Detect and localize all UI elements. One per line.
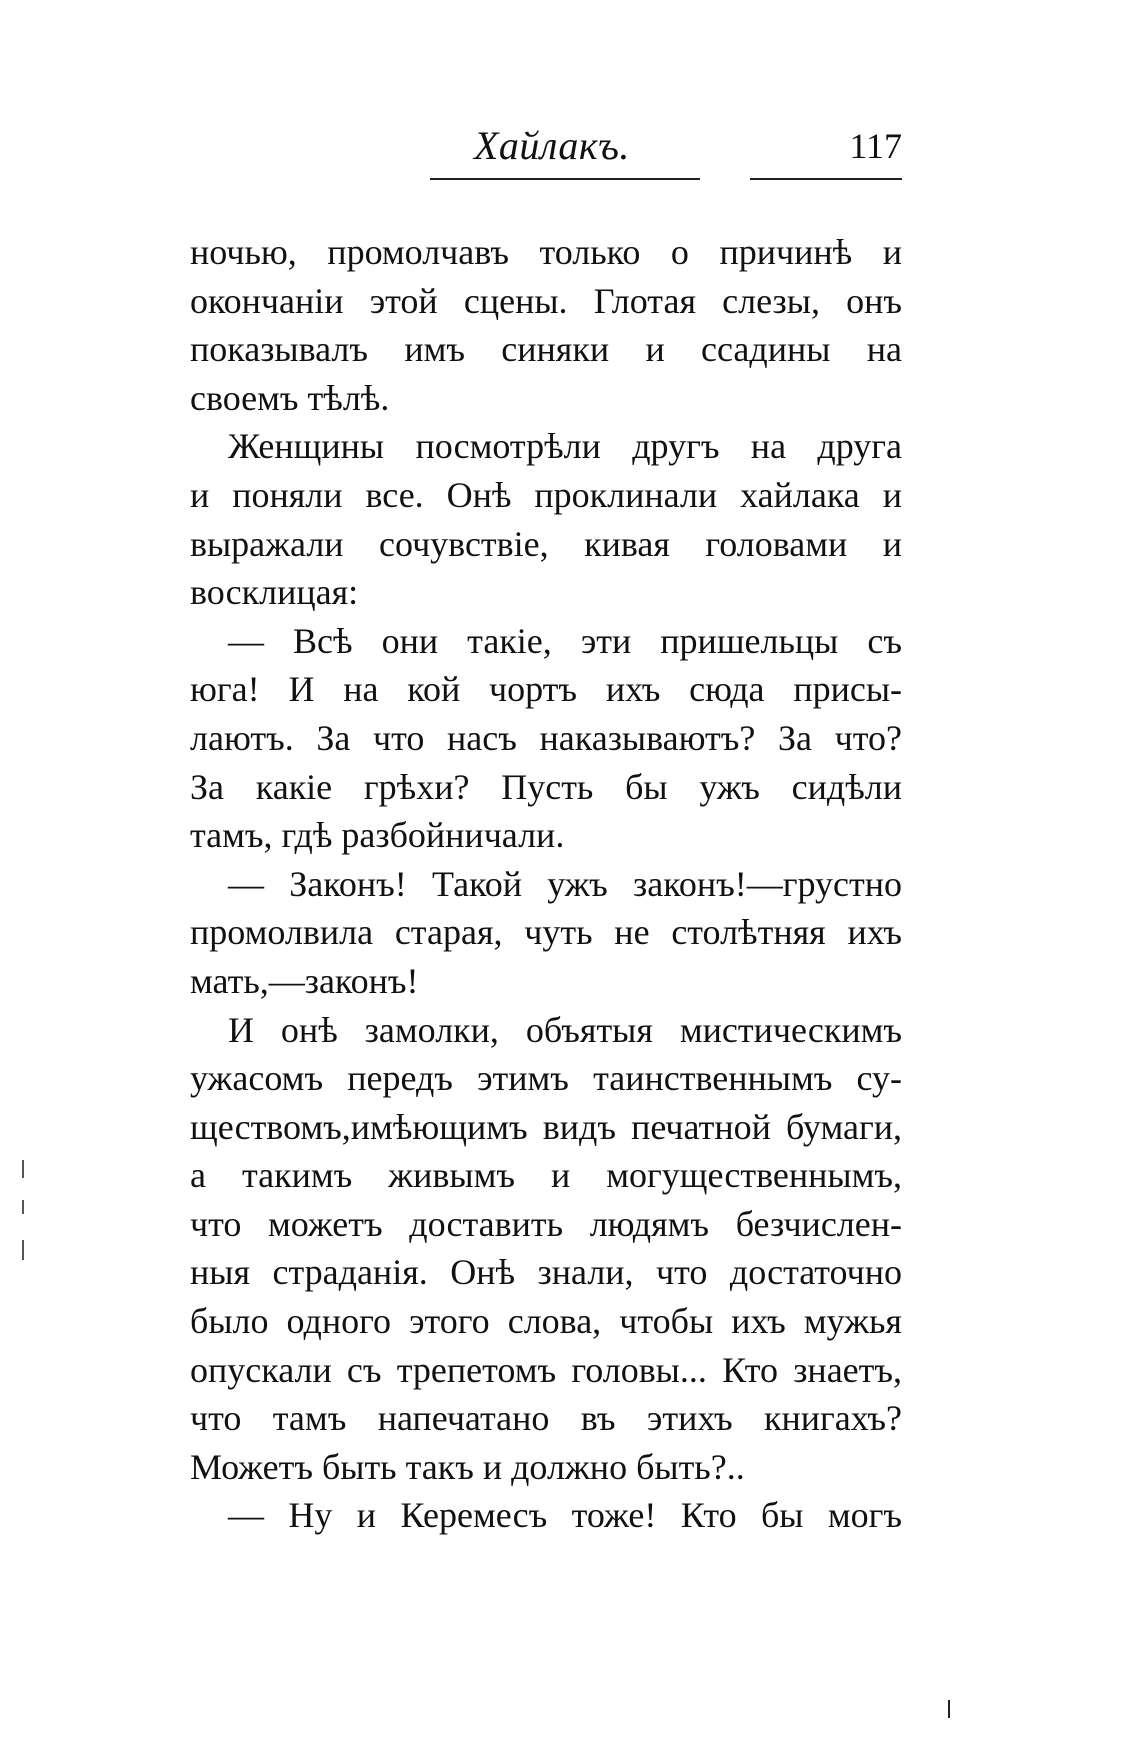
text-line: — Всѣ они такіе, эти пришельцы съ — [228, 620, 902, 661]
text-line: ночью, промолчавъ только о причинѣ и — [190, 232, 902, 272]
text-line: опускали съ трепетомъ головы... Кто знаетъ, — [190, 1349, 902, 1390]
text-line: своемъ тѣлѣ. — [190, 377, 390, 418]
text-line: — Ну и Керемесъ тоже! Кто бы могъ — [228, 1495, 902, 1536]
text-line: восклицая: — [190, 572, 359, 613]
running-head-title: Хайлакъ. — [474, 123, 630, 168]
text-line: ществомъ,имѣющимъ видъ печатной бумаги, — [190, 1106, 902, 1147]
text-line: окончаніи этой сцены. Глотая слезы, онъ — [190, 280, 902, 321]
text-line: юга! И на кой чортъ ихъ сюда присы- — [190, 669, 902, 710]
text-line: — Законъ! Такой ужъ законъ!—грустно — [228, 863, 902, 904]
margin-mark — [22, 1160, 24, 1178]
page-number: 117 — [849, 126, 902, 166]
header-rule-right — [750, 178, 902, 180]
margin-mark — [22, 1240, 24, 1260]
header-rule — [430, 178, 700, 180]
text-line: ужасомъ передъ этимъ таинственнымъ су- — [190, 1058, 902, 1099]
text-line: было одного этого слова, чтобы ихъ мужья — [190, 1301, 902, 1342]
text-line: мать,—законъ! — [190, 960, 419, 1001]
running-head — [190, 122, 902, 182]
margin-mark — [948, 1700, 950, 1718]
text-line: промолвила старая, чуть не столѣтняя ихъ — [190, 912, 902, 953]
text-line: Можетъ быть такъ и должно быть?.. — [190, 1446, 745, 1487]
margin-mark — [22, 1200, 24, 1214]
text-line: а такимъ живымъ и могущественнымъ, — [190, 1155, 902, 1196]
text-line: лаютъ. За что насъ наказываютъ? За что? — [190, 717, 902, 758]
text-line: За какіе грѣхи? Пусть бы ужъ сидѣли — [190, 766, 902, 807]
text-line: и поняли все. Онѣ проклинали хайлака и — [190, 474, 902, 515]
text-line: что тамъ напечатано въ этихъ книгахъ? — [190, 1398, 902, 1439]
text-line: показывалъ имъ синяки и ссадины на — [190, 329, 902, 370]
text-line: И онѣ замолки, объятыя мистическимъ — [228, 1009, 902, 1050]
text-line: что можетъ доставить людямъ безчислен- — [190, 1203, 902, 1244]
text-line: Женщины посмотрѣли другъ на друга — [228, 426, 902, 467]
body-text — [190, 228, 902, 1540]
text-line: ныя страданія. Онѣ знали, что достаточно — [190, 1252, 902, 1293]
text-line: выражали сочувствіе, кивая головами и — [190, 523, 902, 564]
text-line: тамъ, гдѣ разбойничали. — [190, 815, 565, 856]
